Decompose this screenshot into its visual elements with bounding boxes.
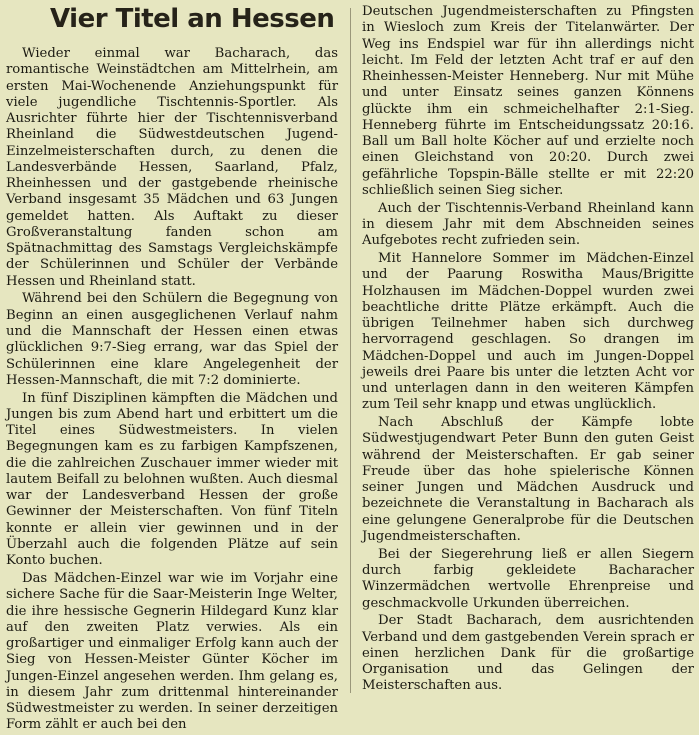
article-headline: Vier Titel an Hessen (50, 4, 335, 34)
paragraph: Wieder einmal war Bacharach, das romantische Weinstädtchen am Mittelrhein, am ersten Mai-Wochenende Anziehungspunkt für viele jugendliche Tischtennis-Sportler. Als Ausrichter führte hier der Tischtennisverband Rheinland die Südwestdeutschen Jugend-Einzelmeisterschaften durch, zu denen die Landesverbände Hessen, Saarland, Pfalz, Rheinhessen und der gastgebende rheinische Verband insgesamt 35 Mädchen und 63 Jungen gemeldet hatten. Als Auftakt zu dieser Großveranstaltung fanden schon am Spätnachmittag des Samstags Vergleichskämpfe der Schülerinnen und Schüler der Verbände Hessen und Rheinland statt. (6, 46, 338, 289)
paragraph: Während bei den Schülern die Begegnung von Beginn an einen ausgeglichenen Verlauf nahm und die Mannschaft der Hessen einen etwas glücklichen 9:7-Sieg errang, war das Spiel der Schülerinnen eine klare Angelegenheit der Hessen-Mannschaft, die mit 7:2 dominierte. (6, 291, 338, 388)
article-right-column (362, 4, 694, 696)
paragraph: Der Stadt Bacharach, dem ausrichtenden Verband und dem gastgebenden Verein sprach er einen herzlichen Dank für die großartige Organisation und das Gelingen der Meisterschaften aus. (362, 613, 694, 694)
article-left-column (6, 46, 338, 735)
paragraph: Mit Hannelore Sommer im Mädchen-Einzel und der Paarung Roswitha Maus/Brigitte Holzhausen im Mädchen-Doppel wurden zwei beachtliche dritte Plätze erkämpft. Auch die übrigen Teilnehmer haben sich durchweg hervorragend geschlagen. So drangen im Mädchen-Doppel und auch im Jungen-Doppel jeweils drei Paare bis unter die letzten Acht vor und unterlagen dann in den weiteren Kämpfen zum Teil sehr knapp und etwas unglücklich. (362, 250, 694, 413)
paragraph: Bei der Siegerehrung ließ er allen Siegern durch farbig gekleidete Bacharacher Winzermädchen wertvolle Ehrenpreise und geschmackvolle Urkunden überreichen. (362, 546, 694, 611)
column-divider (350, 8, 351, 693)
paragraph: Das Mädchen-Einzel war wie im Vorjahr eine sichere Sache für die Saar-Meisterin Inge Welter, die ihre hessische Gegnerin Hildegard Kunz klar auf den zweiten Platz verwies. Als ein großartiger und einmaliger Erfolg kann auch der Sieg von Hessen-Meister Günter Köcher im Jungen-Einzel angesehen werden. Ihm gelang es, in diesem Jahr zum drittenmal hintereinander Südwestmeister zu werden. In seiner derzeitigen Form zählt er auch bei den (6, 571, 338, 733)
paragraph-continuation: Deutschen Jugendmeisterschaften zu Pfingsten in Wiesloch zum Kreis der Titelanwärter. Der Weg ins Endspiel war für ihn allerdings nicht leicht. Im Feld der letzten Acht traf er auf den Rheinhessen-Meister Henneberg. Nur mit Mühe und unter Einsatz seines ganzen Könnens glückte ihm ein schmeichelhafter 2:1-Sieg. Henneberg führte im Entscheidungssatz 20:16. Ball um Ball holte Köcher auf und erzielte noch einen Gleichstand von 20:20. Durch zwei gefährliche Topspin-Bälle stellte er mit 22:20 schließlich seinen Sieg sicher. (362, 4, 694, 198)
paragraph: In fünf Disziplinen kämpften die Mädchen und Jungen bis zum Abend hart und erbittert um die Titel eines Südwestmeisters. In vielen Begegnungen kam es zu farbigen Kampfszenen, die die zahlreichen Zuschauer immer wieder mit lautem Beifall zu belohnen wußten. Auch diesmal war der Landesverband Hessen der große Gewinner der Meisterschaften. Von fünf Titeln konnte er allein vier gewinnen und in der Überzahl auch die folgenden Plätze auf sein Konto buchen. (6, 390, 338, 569)
paragraph: Nach Abschluß der Kämpfe lobte Südwestjugendwart Peter Bunn den guten Geist während der Meisterschaften. Er gab seiner Freude über das hohe spielerische Können seiner Jungen und Mädchen Ausdruck und bezeichnete die Veranstaltung in Bacharach als eine gelungene Generalprobe für die Deutschen Jugendmeisterschaften. (362, 415, 694, 544)
paragraph: Auch der Tischtennis-Verband Rheinland kann in diesem Jahr mit dem Abschneiden seines Aufgebotes recht zufrieden sein. (362, 200, 694, 249)
